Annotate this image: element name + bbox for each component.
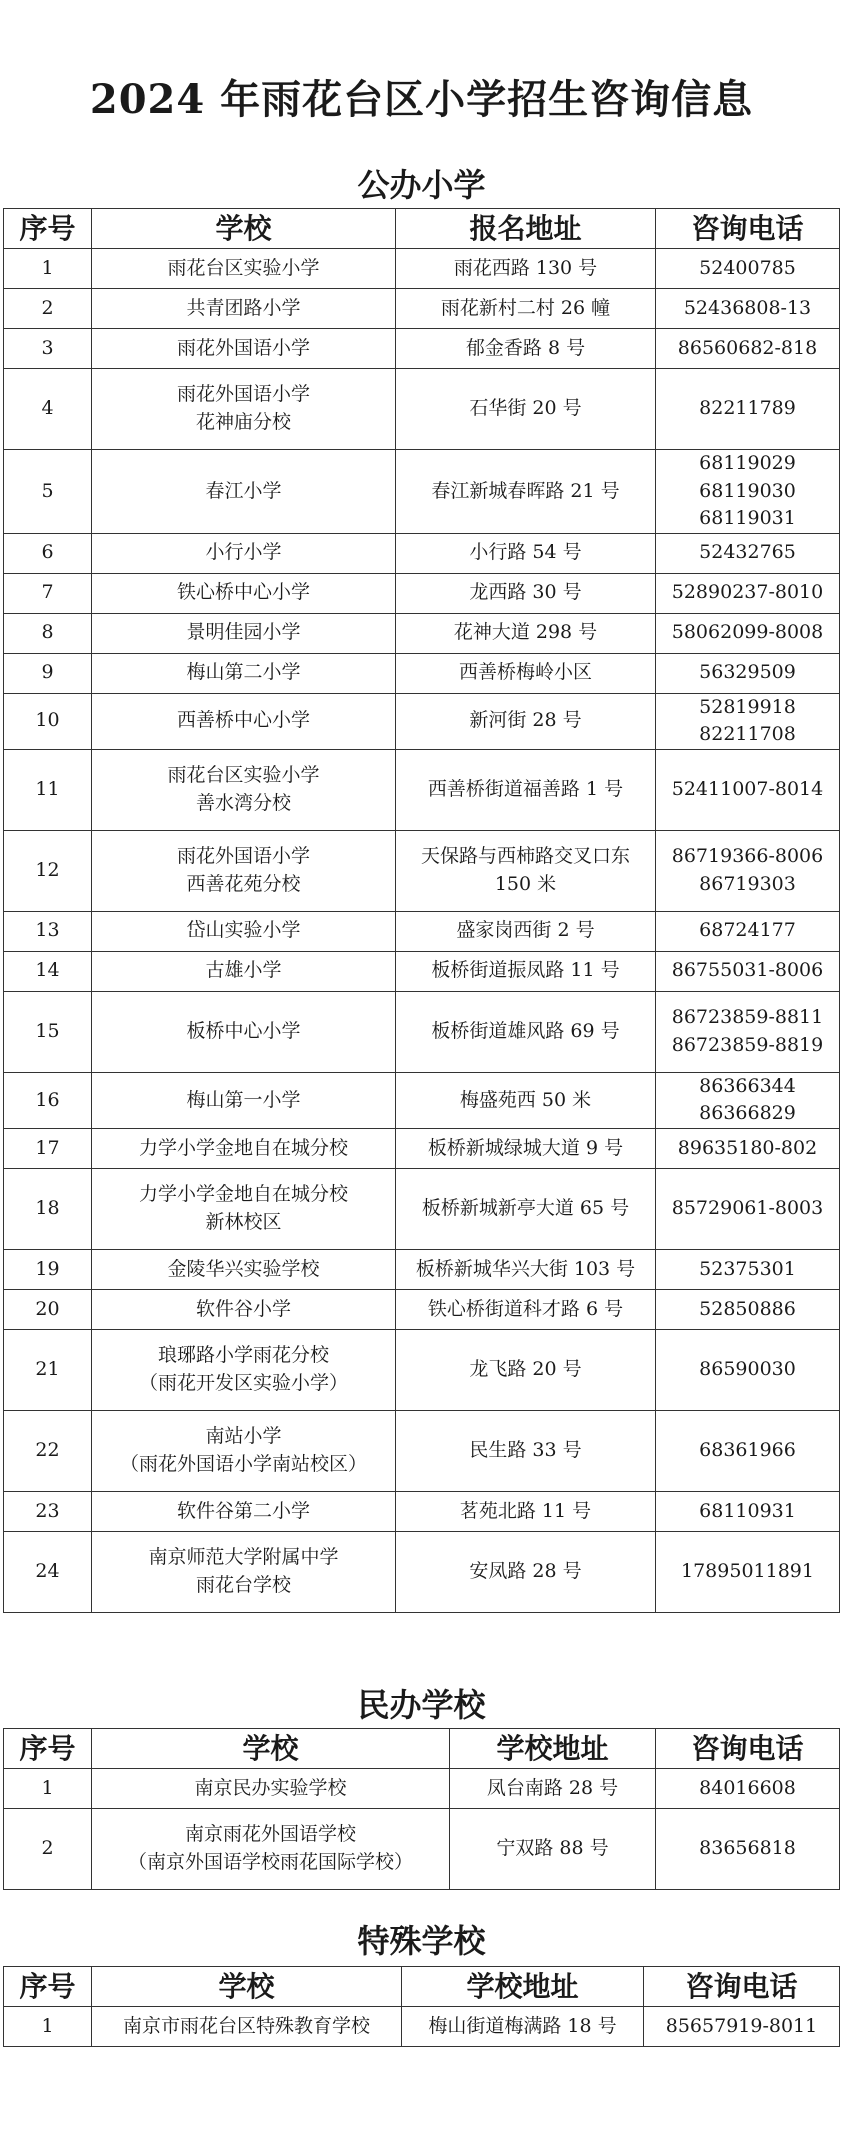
cell-address-line: 凤台南路 28 号 xyxy=(486,1776,619,1799)
cell-address-line: 茗苑北路 11 号 xyxy=(459,1499,592,1522)
cell-phone-line: 17895011891 xyxy=(681,1560,814,1583)
cell-school-line: 雨花台学校 xyxy=(195,1573,291,1596)
cell-school xyxy=(92,830,396,911)
table-row xyxy=(4,2007,840,2047)
cell-address-line: 龙飞路 20 号 xyxy=(469,1358,582,1381)
cell-index: 12 xyxy=(4,830,92,911)
header-phone: 咨询电话 xyxy=(644,1967,840,2007)
cell-phone xyxy=(656,1491,840,1531)
cell-school-line: 梅山第一小学 xyxy=(186,1088,301,1111)
header-phone: 咨询电话 xyxy=(656,209,840,249)
cell-address-line: 西善桥梅岭小区 xyxy=(458,661,592,684)
cell-school-line: 雨花外国语小学 xyxy=(176,845,310,868)
cell-address xyxy=(402,2007,644,2047)
cell-address xyxy=(396,951,656,991)
cell-address xyxy=(396,533,656,573)
cell-school-line: 雨花外国语小学 xyxy=(176,336,310,359)
cell-phone xyxy=(656,1769,840,1809)
cell-address-line: 花神大道 298 号 xyxy=(453,621,598,644)
cell-address-line: 梅盛苑西 50 米 xyxy=(459,1088,592,1111)
cell-index: 2 xyxy=(4,289,92,329)
cell-address-line: 板桥街道雄风路 69 号 xyxy=(431,1019,620,1042)
cell-school-line: 雨花外国语小学 xyxy=(176,383,310,406)
cell-index: 16 xyxy=(4,1072,92,1128)
cell-phone xyxy=(656,1289,840,1329)
special-school-table xyxy=(3,1966,840,2047)
cell-address xyxy=(396,1329,656,1410)
cell-phone-line: 68361966 xyxy=(699,1439,796,1462)
cell-school xyxy=(92,1072,396,1128)
cell-phone-line: 86366829 xyxy=(699,1102,796,1125)
cell-phone-line: 68119031 xyxy=(699,507,796,530)
table-row xyxy=(4,1072,840,1128)
table-row xyxy=(4,1128,840,1168)
cell-phone-line: 84016608 xyxy=(699,1776,796,1799)
cell-address-line: 板桥新城华兴大街 103 号 xyxy=(415,1257,636,1280)
cell-index: 20 xyxy=(4,1289,92,1329)
cell-address xyxy=(396,329,656,369)
cell-address xyxy=(396,573,656,613)
cell-phone xyxy=(656,749,840,830)
cell-school-line: 善水湾分校 xyxy=(195,791,291,814)
cell-index: 1 xyxy=(4,2007,92,2047)
cell-phone-line: 52411007-8014 xyxy=(671,777,824,800)
cell-school xyxy=(92,1249,396,1289)
cell-address-line: 板桥新城新亭大道 65 号 xyxy=(421,1197,630,1220)
cell-index: 9 xyxy=(4,653,92,693)
cell-index: 2 xyxy=(4,1809,92,1890)
cell-address-line: 新河街 28 号 xyxy=(469,709,582,732)
cell-address xyxy=(396,830,656,911)
cell-school-line: 南站小学 xyxy=(205,1425,282,1448)
cell-school xyxy=(92,1329,396,1410)
cell-school xyxy=(92,911,396,951)
cell-address-line: 盛家岗西街 2 号 xyxy=(456,919,595,942)
cell-phone-line: 86590030 xyxy=(699,1358,796,1381)
cell-phone-line: 52890237-8010 xyxy=(671,581,824,604)
cell-index: 10 xyxy=(4,693,92,749)
cell-index: 14 xyxy=(4,951,92,991)
cell-phone-line: 52819918 xyxy=(699,695,796,718)
page-title: 2024 年雨花台区小学招生咨询信息 xyxy=(89,76,754,123)
cell-address xyxy=(396,369,656,450)
cell-phone xyxy=(656,830,840,911)
cell-school-line: 铁心桥中心小学 xyxy=(176,581,310,604)
cell-phone xyxy=(656,1249,840,1289)
cell-address xyxy=(396,289,656,329)
cell-phone xyxy=(656,1128,840,1168)
cell-school xyxy=(92,1289,396,1329)
cell-index: 21 xyxy=(4,1329,92,1410)
cell-address-line: 西善桥街道福善路 1 号 xyxy=(427,777,624,800)
cell-phone xyxy=(656,653,840,693)
cell-school-line: 西善花苑分校 xyxy=(186,872,301,895)
section-title-private: 民办学校 xyxy=(357,1686,486,1724)
cell-phone xyxy=(656,951,840,991)
cell-address xyxy=(396,749,656,830)
cell-school-line: 西善桥中心小学 xyxy=(176,709,310,732)
cell-address-line: 雨花西路 130 号 xyxy=(453,256,598,279)
cell-phone-line: 56329509 xyxy=(699,661,796,684)
cell-address-line: 150 米 xyxy=(494,872,557,895)
cell-address xyxy=(396,1410,656,1491)
cell-school-line: 春江小学 xyxy=(205,479,282,502)
cell-school-line: 南京雨花外国语学校 xyxy=(184,1823,356,1846)
cell-school-line: （雨花外国语小学南站校区） xyxy=(119,1452,367,1475)
cell-school xyxy=(92,1531,396,1612)
cell-phone-line: 86560682-818 xyxy=(677,336,818,359)
cell-phone xyxy=(656,1072,840,1128)
cell-school xyxy=(92,991,396,1072)
table-row xyxy=(4,1168,840,1249)
cell-index: 13 xyxy=(4,911,92,951)
table-row xyxy=(4,329,840,369)
cell-index: 8 xyxy=(4,613,92,653)
cell-address xyxy=(450,1769,656,1809)
cell-school xyxy=(92,369,396,450)
public-school-table xyxy=(3,208,840,1613)
cell-phone xyxy=(644,2007,840,2047)
cell-school xyxy=(92,1168,396,1249)
cell-phone xyxy=(656,693,840,749)
cell-address-line: 春江新城春晖路 21 号 xyxy=(431,479,620,502)
cell-phone-line: 86719366-8006 xyxy=(671,845,824,868)
header-phone: 咨询电话 xyxy=(656,1729,840,1769)
cell-school xyxy=(92,329,396,369)
cell-school xyxy=(92,1809,450,1890)
table-row xyxy=(4,1249,840,1289)
cell-address-line: 板桥街道振凤路 11 号 xyxy=(431,959,620,982)
cell-school xyxy=(92,613,396,653)
cell-index: 11 xyxy=(4,749,92,830)
cell-address-line: 小行路 54 号 xyxy=(469,541,582,564)
table-row xyxy=(4,653,840,693)
cell-phone-line: 68119030 xyxy=(699,479,796,502)
cell-index: 17 xyxy=(4,1128,92,1168)
cell-school-line: （南京外国语学校雨花国际学校） xyxy=(127,1851,413,1873)
cell-school-line: 古雄小学 xyxy=(205,959,282,982)
cell-phone-line: 58062099-8008 xyxy=(671,621,824,644)
cell-phone-line: 83656818 xyxy=(699,1837,796,1860)
cell-phone xyxy=(656,911,840,951)
cell-address xyxy=(396,1531,656,1612)
cell-index: 1 xyxy=(4,249,92,289)
cell-school-line: 力学小学金地自在城分校 xyxy=(138,1183,348,1206)
cell-school-line: 雨花台区实验小学 xyxy=(167,256,320,279)
header-address: 报名地址 xyxy=(396,209,656,249)
cell-phone-line: 68724177 xyxy=(699,919,796,942)
cell-school-line: 景明佳园小学 xyxy=(186,621,301,644)
cell-address xyxy=(396,1168,656,1249)
cell-phone-line: 85657919-8011 xyxy=(665,2014,818,2037)
cell-school xyxy=(92,653,396,693)
cell-address xyxy=(396,613,656,653)
header-address: 学校地址 xyxy=(450,1729,656,1769)
cell-school-line: 金陵华兴实验学校 xyxy=(167,1257,320,1280)
cell-school-line: 小行小学 xyxy=(205,541,282,564)
header-address: 学校地址 xyxy=(402,1967,644,2007)
cell-phone-line: 52436808-13 xyxy=(683,296,812,319)
cell-address xyxy=(396,1491,656,1531)
table-row xyxy=(4,613,840,653)
cell-school-line: 梅山第二小学 xyxy=(186,661,301,684)
cell-index: 24 xyxy=(4,1531,92,1612)
cell-school xyxy=(92,289,396,329)
cell-school xyxy=(92,450,396,534)
cell-phone-line: 52432765 xyxy=(699,541,796,564)
cell-phone-line: 89635180-802 xyxy=(677,1136,818,1159)
header-school: 学校 xyxy=(92,1967,402,2007)
table-row xyxy=(4,1531,840,1612)
cell-address xyxy=(396,1289,656,1329)
cell-phone-line: 52400785 xyxy=(699,256,796,279)
cell-address xyxy=(396,1072,656,1128)
cell-index: 4 xyxy=(4,369,92,450)
cell-address xyxy=(396,1249,656,1289)
header-school: 学校 xyxy=(92,209,396,249)
cell-phone xyxy=(656,991,840,1072)
header-school: 学校 xyxy=(92,1729,450,1769)
cell-address xyxy=(396,450,656,534)
cell-phone-line: 68119029 xyxy=(699,452,796,474)
cell-address-line: 宁双路 88 号 xyxy=(496,1837,609,1860)
cell-school xyxy=(92,1769,450,1809)
cell-phone-line: 85729061-8003 xyxy=(671,1197,824,1220)
table-row xyxy=(4,749,840,830)
cell-phone xyxy=(656,329,840,369)
cell-index: 15 xyxy=(4,991,92,1072)
cell-phone-line: 86723859-8819 xyxy=(671,1033,824,1056)
cell-school xyxy=(92,533,396,573)
cell-address xyxy=(396,653,656,693)
table-row xyxy=(4,693,840,749)
cell-phone xyxy=(656,533,840,573)
cell-phone-line: 68110931 xyxy=(699,1499,796,1522)
table-row xyxy=(4,1809,840,1890)
cell-phone-line: 82211708 xyxy=(699,723,796,746)
cell-school xyxy=(92,249,396,289)
cell-school-line: 花神庙分校 xyxy=(195,411,291,433)
table-row xyxy=(4,369,840,450)
cell-school-line: 南京民办实验学校 xyxy=(194,1776,347,1799)
cell-address-line: 梅山街道梅满路 18 号 xyxy=(428,2014,617,2037)
cell-phone-line: 86723859-8811 xyxy=(671,1006,824,1029)
cell-phone xyxy=(656,1329,840,1410)
cell-phone xyxy=(656,450,840,534)
cell-school-line: 琅琊路小学雨花分校 xyxy=(157,1344,329,1367)
cell-index: 5 xyxy=(4,450,92,534)
table-row xyxy=(4,951,840,991)
cell-school xyxy=(92,693,396,749)
cell-school xyxy=(92,749,396,830)
cell-school-line: 南京市雨花台区特殊教育学校 xyxy=(122,2014,370,2037)
cell-school-line: 共青团路小学 xyxy=(186,296,301,319)
private-school-table xyxy=(3,1728,840,1890)
table-row xyxy=(4,1410,840,1491)
cell-school-line: 软件谷第二小学 xyxy=(176,1499,310,1522)
cell-phone xyxy=(656,1809,840,1890)
header-index: 序号 xyxy=(4,209,92,249)
cell-address xyxy=(396,991,656,1072)
header-index: 序号 xyxy=(4,1729,92,1769)
cell-phone xyxy=(656,1531,840,1612)
cell-address xyxy=(396,249,656,289)
table-row xyxy=(4,1329,840,1410)
cell-address-line: 板桥新城绿城大道 9 号 xyxy=(427,1136,624,1159)
table-row xyxy=(4,1289,840,1329)
cell-school xyxy=(92,1128,396,1168)
table-row xyxy=(4,911,840,951)
cell-school-line: 雨花台区实验小学 xyxy=(167,764,320,787)
cell-school xyxy=(92,573,396,613)
cell-phone-line: 86755031-8006 xyxy=(671,959,824,982)
cell-phone xyxy=(656,1410,840,1491)
table-row xyxy=(4,249,840,289)
cell-address-line: 郁金香路 8 号 xyxy=(465,336,586,359)
cell-phone xyxy=(656,249,840,289)
cell-school-line: 板桥中心小学 xyxy=(186,1019,301,1042)
cell-school xyxy=(92,1491,396,1531)
cell-index: 1 xyxy=(4,1769,92,1809)
table-row xyxy=(4,991,840,1072)
table-row xyxy=(4,830,840,911)
cell-index: 19 xyxy=(4,1249,92,1289)
cell-address-line: 雨花新村二村 26 幢 xyxy=(440,296,611,319)
table-row xyxy=(4,1491,840,1531)
cell-school xyxy=(92,951,396,991)
cell-phone xyxy=(656,613,840,653)
cell-phone xyxy=(656,289,840,329)
cell-index: 6 xyxy=(4,533,92,573)
cell-phone-line: 52375301 xyxy=(699,1257,796,1280)
cell-school-line: 软件谷小学 xyxy=(195,1297,291,1320)
cell-address-line: 铁心桥街道科才路 6 号 xyxy=(427,1297,624,1320)
cell-address-line: 民生路 33 号 xyxy=(469,1439,582,1462)
cell-address-line: 龙西路 30 号 xyxy=(469,581,582,604)
cell-index: 3 xyxy=(4,329,92,369)
cell-index: 23 xyxy=(4,1491,92,1531)
cell-phone-line: 86366344 xyxy=(699,1074,796,1097)
cell-phone xyxy=(656,573,840,613)
cell-school xyxy=(92,1410,396,1491)
table-row xyxy=(4,533,840,573)
section-title-special: 特殊学校 xyxy=(357,1922,486,1960)
cell-school-line: 岱山实验小学 xyxy=(186,919,301,942)
section-title-public: 公办小学 xyxy=(357,166,486,204)
cell-phone-line: 52850886 xyxy=(699,1297,796,1320)
cell-address xyxy=(396,911,656,951)
cell-school xyxy=(92,2007,402,2047)
table-row xyxy=(4,289,840,329)
cell-index: 7 xyxy=(4,573,92,613)
table-row xyxy=(4,450,840,534)
cell-address-line: 石华街 20 号 xyxy=(469,397,582,420)
cell-school-line: 力学小学金地自在城分校 xyxy=(138,1136,348,1159)
cell-phone xyxy=(656,369,840,450)
cell-school-line: （雨花开发区实验小学） xyxy=(138,1371,348,1394)
cell-address-line: 天保路与西柿路交叉口东 xyxy=(420,845,630,868)
cell-address-line: 安凤路 28 号 xyxy=(469,1560,582,1583)
cell-phone-line: 86719303 xyxy=(699,872,796,895)
cell-address xyxy=(396,693,656,749)
table-row xyxy=(4,573,840,613)
cell-school-line: 新林校区 xyxy=(205,1210,282,1233)
cell-phone xyxy=(656,1168,840,1249)
cell-address xyxy=(450,1809,656,1890)
cell-index: 22 xyxy=(4,1410,92,1491)
cell-address xyxy=(396,1128,656,1168)
cell-phone-line: 82211789 xyxy=(699,397,796,420)
table-row xyxy=(4,1769,840,1809)
cell-school-line: 南京师范大学附属中学 xyxy=(148,1546,339,1569)
header-index: 序号 xyxy=(4,1967,92,2007)
cell-index: 18 xyxy=(4,1168,92,1249)
